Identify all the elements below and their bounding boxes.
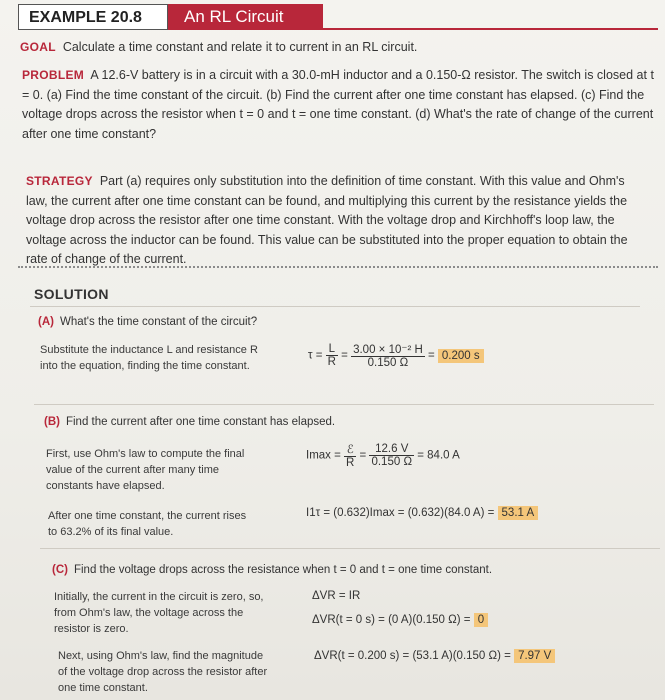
imax-result: = 84.0 A bbox=[417, 449, 460, 462]
solution-title: SOLUTION bbox=[34, 286, 109, 302]
tau-symbol: τ = bbox=[308, 349, 323, 362]
part-b-eq2-text: I1τ = (0.632)Imax = (0.632)(84.0 A) = bbox=[306, 507, 495, 519]
solution-rule bbox=[30, 306, 640, 307]
imax-symbol: Imax = bbox=[306, 449, 341, 462]
part-b-equation-1: Imax = $\frac{\text{ℰ}}{R}$ = $\frac{12.6 V}{0.150 \Omega}$ = 84.0 A bbox=[306, 443, 460, 469]
strategy-label: STRATEGY bbox=[26, 174, 93, 188]
values-fraction-b: $\frac{12.6 V}{0.150 \Omega}$ bbox=[371, 443, 413, 468]
problem-text: A 12.6-V battery is in a circuit with a 30.0-mH inductor and a 0.150-Ω resistor. The switch is closed at t = 0. (a) Find the time constant of the circuit. (b) Find the current after one time constant has elapsed. (c) Find the voltage drops across the resistor when t = 0 and t = one time constant. (d) What's the rate of change of the current after one time constant? bbox=[22, 68, 654, 141]
strategy-section bbox=[26, 172, 642, 270]
part-c-question-row bbox=[52, 564, 492, 576]
part-b-divider bbox=[40, 548, 660, 549]
part-c-equation-1: ΔVR = IR bbox=[312, 590, 361, 602]
goal-text: Calculate a time constant and relate it to current in an RL circuit. bbox=[62, 40, 418, 54]
strategy-text: Part (a) requires only substitution into the definition of time constant. With this value and Ohm's law, the current after one time constant can be found, and multiplying this current by the resistance yields the voltage drop across the resistor after one time constant. With the voltage drop and Kirchhoff's loop law, the voltage across the inductor can be found. This value can be substituted into the proper equation to obtain the rate of change of the current. bbox=[26, 174, 628, 266]
part-c-question: Find the voltage drops across the resistance when t = 0 and t = one time constant. bbox=[73, 564, 493, 576]
example-header bbox=[18, 4, 658, 30]
problem-section bbox=[22, 66, 654, 144]
part-c-answer-1: 0 bbox=[474, 613, 488, 627]
part-a-step: Substitute the inductance L and resistance R into the equation, finding the time constant. bbox=[40, 344, 258, 372]
part-c-answer-2: 7.97 V bbox=[514, 649, 555, 663]
part-b-step-1: First, use Ohm's law to compute the final value of the current after many time constants have elapsed. bbox=[46, 448, 245, 492]
example-title: An RL Circuit bbox=[168, 4, 323, 30]
part-a-question: What's the time constant of the circuit? bbox=[59, 316, 258, 328]
problem-label: PROBLEM bbox=[22, 68, 85, 82]
part-a-label: (A) bbox=[38, 316, 54, 328]
part-c-equation-2 bbox=[312, 614, 488, 626]
part-c-label: (C) bbox=[52, 564, 68, 576]
part-a-answer: 0.200 s bbox=[438, 349, 484, 363]
part-a-divider bbox=[34, 404, 654, 405]
part-b-step-2: After one time constant, the current rises to 63.2% of its final value. bbox=[48, 510, 247, 538]
part-b-question: Find the current after one time constant has elapsed. bbox=[65, 416, 336, 428]
l-over-r-fraction: $\frac{L}{R}$ bbox=[327, 343, 336, 368]
emf-over-r-fraction: $\frac{\text{ℰ}}{R}$ bbox=[346, 444, 355, 469]
values-fraction: $\frac{\text{3.00 × 10⁻² H}}{0.150 \Omega}$ bbox=[353, 344, 423, 369]
part-a-equation: τ = $\frac{L}{R}$ = $\frac{\text{3.00 × 10⁻² H}}{0.150 \Omega}$ = 0.200 s bbox=[308, 342, 484, 369]
header-rule bbox=[323, 28, 658, 30]
part-b-equation-2 bbox=[306, 507, 538, 519]
part-c-eq2-text: ΔVR(t = 0 s) = (0 A)(0.150 Ω) = bbox=[312, 614, 471, 626]
goal-section bbox=[20, 38, 650, 56]
part-a-question-row bbox=[38, 316, 257, 328]
part-c-eq3-text: ΔVR(t = 0.200 s) = (53.1 A)(0.150 Ω) = bbox=[314, 650, 511, 662]
goal-label: GOAL bbox=[20, 40, 56, 54]
part-c-step-2: Next, using Ohm's law, find the magnitude of the voltage drop across the resistor after one time constant. bbox=[58, 650, 268, 694]
part-c-equation-3 bbox=[314, 650, 555, 662]
section-divider bbox=[18, 266, 658, 268]
part-c-step-1: Initially, the current in the circuit is zero, so, from Ohm's law, the voltage across the resistor is zero. bbox=[54, 591, 264, 635]
part-b-answer: 53.1 A bbox=[498, 506, 539, 520]
part-b-question-row bbox=[44, 416, 335, 428]
part-b-label: (B) bbox=[44, 416, 60, 428]
example-number: EXAMPLE 20.8 bbox=[18, 4, 168, 30]
